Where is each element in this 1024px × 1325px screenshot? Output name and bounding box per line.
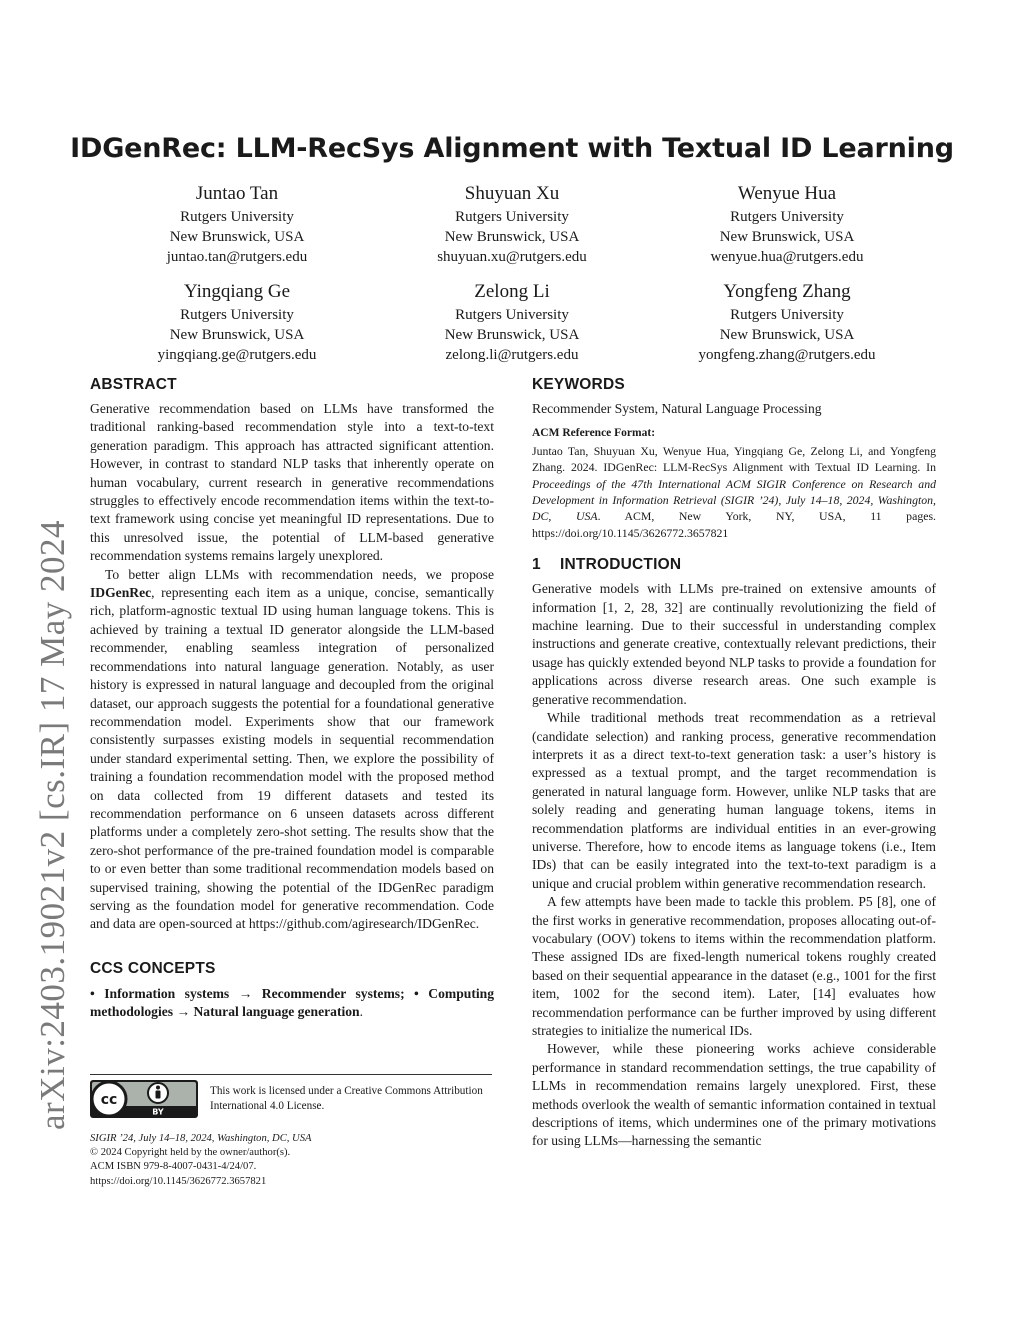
- acm-reference-heading: ACM Reference Format:: [532, 427, 656, 440]
- cc-by-logo: [90, 1080, 198, 1118]
- conference-line: SIGIR ’24, July 14–18, 2024, Washington, DC, USA: [90, 1133, 312, 1144]
- ccs-heading: CCS CONCEPTS: [90, 959, 216, 977]
- author-email[interactable]: juntao.tan@rutgers.edu: [166, 249, 308, 265]
- author-block: [647, 182, 927, 267]
- section-title: INTRODUCTION: [560, 556, 682, 574]
- abstract-heading: ABSTRACT: [90, 376, 177, 393]
- cc-by-label: BY: [152, 1107, 164, 1117]
- author-name: Yingqiang Ge: [183, 281, 291, 302]
- abstract-p2-lead: To better align LLMs with recommendation needs, we propose: [105, 566, 494, 582]
- intro-paragraph-1: Generative models with LLMs pre-trained on extensive amounts of information [1, 2, 28, 32] are continually revolutionizing the field of machine learning. Due to their successful in understanding complex instructions and generate creative, contextually relevant predictions, their usage has quickly extended beyond NLP tasks to provide a foundation for applications across diverse research areas. One such example is generative recommendation.: [532, 581, 936, 707]
- author-location: New Brunswick, USA: [169, 327, 305, 343]
- footnote-rule: [90, 1074, 492, 1075]
- abstract-paragraph-2: [90, 566, 494, 934]
- author-email[interactable]: yongfeng.zhang@rutgers.edu: [698, 347, 876, 363]
- isbn-line: ACM ISBN 979-8-4007-0431-4/24/07.: [90, 1161, 257, 1173]
- keywords-heading: KEYWORDS: [532, 376, 625, 393]
- author-name: Zelong Li: [474, 281, 550, 302]
- author-affiliation: Rutgers University: [455, 307, 569, 323]
- author-email[interactable]: wenyue.hua@rutgers.edu: [710, 249, 864, 265]
- author-block: [372, 182, 652, 267]
- method-name: IDGenRec: [90, 585, 152, 601]
- left-column: [90, 375, 494, 1022]
- author-block: [647, 280, 927, 365]
- right-column: [532, 375, 936, 1151]
- author-email[interactable]: yingqiang.ge@rutgers.edu: [157, 347, 317, 363]
- author-name: Juntao Tan: [195, 183, 279, 204]
- keywords-text: Recommender System, Natural Language Processing: [532, 401, 822, 416]
- svg-text:cc: cc: [100, 1092, 118, 1108]
- author-name: Shuyuan Xu: [464, 183, 560, 204]
- intro-paragraph-2: While traditional methods treat recommendation as a retrieval (candidate selection) and ranking process, generative recommendation interprets it as a direct text-to-text generation task: a user’s history is expressed as a textual prompt, and the target recommendation is generated in natural language form. However, unlike NLP tasks that are solely reading and generating human language tokens, items in recommendation platforms are individual entities in an ever-growing universe. Therefore, how to encode items as language tokens (i.e., Item IDs) that can be easily integrated into the text-to-text paradigm is a unique and crucial problem within generative recommendation research.: [532, 710, 936, 891]
- author-affiliation: Rutgers University: [730, 209, 844, 225]
- abstract-p2-rest: , representing each item as a unique, concise, semantically rich, platform-agnostic textual ID using human language tokens. This is achieved by training a textual ID generator alongside the LLM-based recommender, enabling seamless integration of personalized recommendations into natural language generation. Notably, as user history is expressed in natural language and decoupled from the original dataset, our approach suggests the potential for a foundational generative recommendation model. Experiments show that our framework consistently surpasses existing models in sequential recommendation under standard experimental setting. Then, we explore the possibility of training a foundation recommendation model with the proposed method on data collected from 19 different datasets and tested its recommendation performance on 6 unseen datasets across different platforms under a completely zero-shot setting. The results show that the zero-shot performance of the pre-trained foundation model is comparable to or even better than some traditional recommendation models based on supervised training, showing the potential of the IDGenRec paradigm serving as the foundation model for generative recommendation. Code and data are open-sourced at https://github.com/agiresearch/IDGenRec.: [90, 585, 494, 932]
- intro-paragraph-4: However, while these pioneering works achieve considerable performance in standard recommendation settings, the true capability of LLMs in recommendation remains largely unexplored. First, these methods overlook the wealth of semantic information contained in textual descriptions of items, which undermines one of the primary motivations for using LLMs—harnessing the semantic: [532, 1041, 936, 1149]
- author-block: [97, 280, 377, 365]
- introduction-heading: [532, 555, 936, 575]
- author-location: New Brunswick, USA: [169, 229, 305, 245]
- author-affiliation: Rutgers University: [180, 209, 294, 225]
- doi-line[interactable]: https://doi.org/10.1145/3626772.3657821: [90, 1175, 267, 1187]
- paper-title: IDGenRec: LLM-RecSys Alignment with Textual ID Learning: [70, 133, 954, 164]
- ccs-period: .: [359, 1004, 364, 1020]
- author-name: Wenyue Hua: [737, 183, 837, 204]
- author-name: Yongfeng Zhang: [723, 281, 851, 302]
- copyright-footnote: [90, 1132, 490, 1189]
- author-block: [372, 280, 652, 365]
- author-email[interactable]: zelong.li@rutgers.edu: [445, 347, 579, 363]
- author-location: New Brunswick, USA: [444, 229, 580, 245]
- arxiv-stamp: arXiv:2403.19021v2 [cs.IR] 17 May 2024: [33, 519, 72, 1130]
- acm-reference-venue: Proceedings of the 47th International ACM SIGIR Conference on Research and Development in Information Retrieval (SIGIR ’24), July 14–18, 2024, Washington, DC, USA: [532, 476, 936, 524]
- author-location: New Brunswick, USA: [719, 327, 855, 343]
- author-location: New Brunswick, USA: [444, 327, 580, 343]
- ccs-text: • Information systems → Recommender systems; • Computing methodologies → Natural language generation: [90, 985, 494, 1020]
- author-block: [97, 182, 377, 267]
- acm-reference-tail: . ACM, New York, NY, USA, 11 pages. https://doi.org/10.1145/3626772.3657821: [532, 509, 936, 540]
- author-location: New Brunswick, USA: [719, 229, 855, 245]
- copyright-line: © 2024 Copyright held by the owner/author(s).: [90, 1147, 291, 1159]
- ccs-concepts: [90, 985, 494, 1022]
- author-affiliation: Rutgers University: [730, 307, 844, 323]
- author-affiliation: Rutgers University: [455, 209, 569, 225]
- license-text: This work is licensed under a Creative Commons Attribution International 4.0 License.: [210, 1085, 483, 1112]
- section-number: 1: [532, 556, 541, 574]
- author-email[interactable]: shuyuan.xu@rutgers.edu: [437, 249, 587, 265]
- author-affiliation: Rutgers University: [180, 307, 294, 323]
- acm-reference-text: [532, 443, 936, 541]
- abstract-paragraph-1: Generative recommendation based on LLMs have transformed the traditional ranking-based recommendation style into a text-to-text generation paradigm. This approach has attracted significant attention. However, in contrast to standard NLP tasks that inherently operate on human vocabulary, current research in generative recommendations struggles to effectively encode recommendation items within the text-to-text framework using concise yet meaningful ID representations. Due to this unresolved issue, the potential of LLM-based generative recommendation systems remains largely unexplored.: [90, 401, 494, 564]
- acm-reference-authors: Juntao Tan, Shuyuan Xu, Wenyue Hua, Yingqiang Ge, Zelong Li, and Yongfeng Zhang. 2024. IDGenRec: LLM-RecSys Alignment with Textual ID Learning. In: [532, 443, 936, 475]
- intro-paragraph-3: A few attempts have been made to tackle this problem. P5 [8], one of the first works in generative recommendation, proposes allocating out-of-vocabulary (OOV) tokens to items within the recommendation platform. These assigned IDs are fixed-length numerical tokens roughly created based on their sequential appearance in the dataset (e.g., 1001 for the first item, 1002 for the second item). Later, [14] evaluates how recommendation performance can be further improved by using different strategies to initialize the numerical IDs.: [532, 894, 936, 1038]
